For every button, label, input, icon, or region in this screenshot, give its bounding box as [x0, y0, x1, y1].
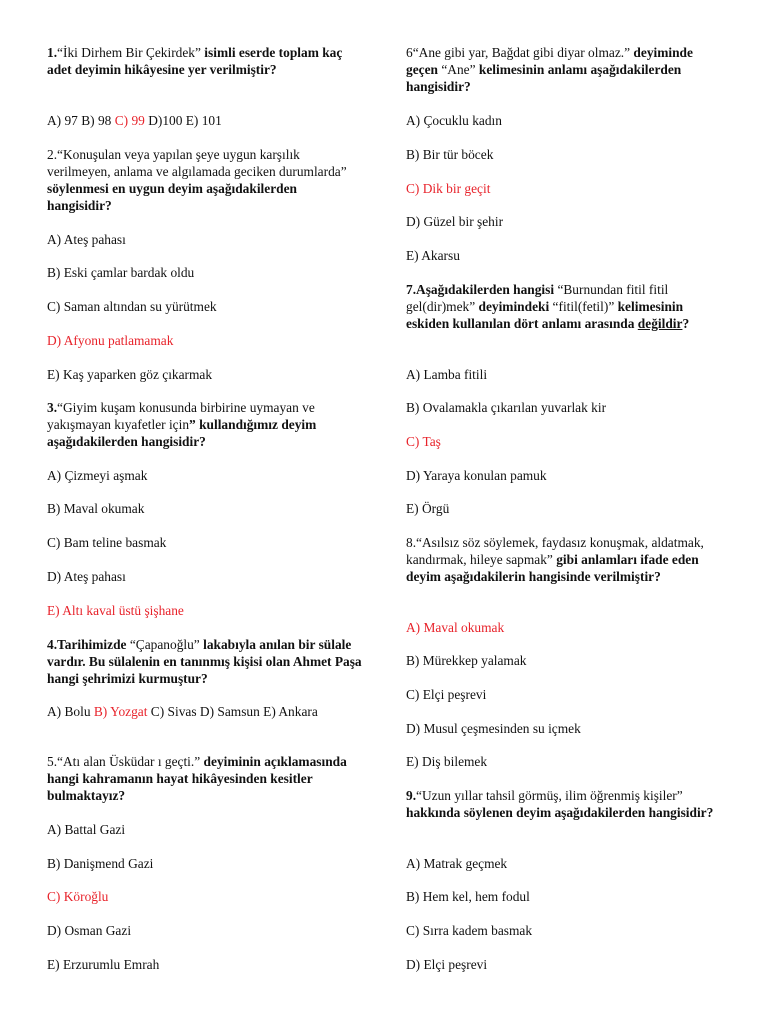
option-a: A) Çocuklu kadın [406, 113, 502, 128]
question-stem: kelimesinin anlamı aşağıdakilerden hangisidir? [406, 62, 682, 94]
question-4-options [47, 703, 365, 720]
option-b: B) Hem kel, hem fodul [406, 889, 530, 904]
option-e: E) Akarsu [406, 248, 460, 263]
question-stem: kelimesinin eskiden kullanılan dört anlamı arasında [406, 299, 684, 331]
option-e: E) Örgü [406, 501, 450, 516]
question-1 [47, 44, 365, 78]
option-a: A) Çizmeyi aşmak [47, 468, 148, 483]
correct-answer: A) Maval okumak [406, 620, 505, 635]
option-text: C) Sivas D) Samsun E) Ankara [147, 704, 318, 719]
question-7 [406, 281, 724, 332]
option-e: E) Erzurumlu Emrah [47, 957, 160, 972]
question-4 [47, 636, 365, 687]
negation-word: değildir [637, 316, 683, 331]
correct-answer: E) Altı kaval üstü şişhane [47, 603, 184, 618]
question-5 [47, 753, 365, 804]
question-quote: “Uzun yıllar tahsil görmüş, ilim öğrenmiş kişiler” [416, 788, 683, 803]
question-3 [47, 399, 365, 450]
question-number: 1. [47, 45, 58, 60]
question-quote: “Konuşulan veya yapılan şeye uygun karşılık verilmeyen, anlama ve algılamada geciken durumlarda” [47, 147, 347, 179]
question-stem: deyiminde geçen [406, 45, 693, 77]
question-quote: “Burnundan fitil fitil gel(dir)mek” [406, 282, 669, 314]
question-number: 7. [406, 282, 417, 297]
option-d: D) Elçi peşrevi [406, 957, 488, 972]
correct-answer: C) Taş [406, 434, 441, 449]
option-b: B) Danişmend Gazi [47, 856, 154, 871]
question-number: 6 [406, 45, 413, 60]
option-e: E) Diş bilemek [406, 754, 488, 769]
option-text: A) 97 B) 98 [47, 113, 115, 128]
question-stem: isimli eserde toplam kaç adet deyimin hikâyesine yer verilmiştir? [47, 45, 343, 77]
option-a: A) Ateş pahası [47, 232, 126, 247]
question-number: 8. [406, 535, 417, 550]
option-c: C) Saman altından su yürütmek [47, 299, 217, 314]
option-b: B) Maval okumak [47, 501, 145, 516]
correct-answer: C) Dik bir geçit [406, 181, 491, 196]
option-b: B) Eski çamlar bardak oldu [47, 265, 195, 280]
question-number: 2. [47, 147, 58, 162]
correct-answer: C) Köroğlu [47, 889, 109, 904]
option-text: D)100 E) 101 [144, 113, 222, 128]
option-a: A) Matrak geçmek [406, 856, 508, 871]
question-quote: “Çapanoğlu” [129, 637, 200, 652]
question-stem: hakkında söylenen deyim aşağıdakilerden hangisidir? [406, 805, 714, 820]
option-a: A) Battal Gazi [47, 822, 126, 837]
option-c: C) Elçi peşrevi [406, 687, 487, 702]
question-stem: Aşağıdakilerden hangisi [416, 282, 558, 297]
option-b: B) Mürekkep yalamak [406, 653, 527, 668]
question-quote: “Asılsız söz söylemek, faydasız konuşmak, aldatmak, kandırmak, hileye sapmak” [406, 535, 704, 567]
question-quote: “Giyim kuşam konusunda birbirine uymayan ve yakışmayan kıyafetler için [47, 400, 315, 432]
option-e: E) Kaş yaparken göz çıkarmak [47, 367, 213, 382]
question-stem: gibi anlamları ifade eden deyim aşağıdakilerin hangisinde verilmiştir? [406, 552, 699, 584]
correct-answer: C) 99 [114, 113, 145, 128]
option-d: D) Güzel bir şehir [406, 214, 504, 229]
question-quote: “fitil(fetil)” [552, 299, 615, 314]
question-6 [406, 44, 724, 95]
question-stem: Tarihimizde [57, 637, 130, 652]
question-9 [406, 787, 724, 821]
option-c: C) Bam teline basmak [47, 535, 167, 550]
correct-answer: D) Afyonu patlamamak [47, 333, 174, 348]
option-d: D) Ateş pahası [47, 569, 126, 584]
question-quote: “İki Dirhem Bir Çekirdek” [57, 45, 201, 60]
question-1-options [47, 112, 365, 129]
question-quote: “Ane” [441, 62, 476, 77]
question-number: 9. [406, 788, 417, 803]
option-d: D) Osman Gazi [47, 923, 132, 938]
question-8 [406, 534, 724, 585]
option-b: B) Bir tür böcek [406, 147, 494, 162]
question-stem: ” kullandığımız deyim aşağıdakilerden hangisidir? [47, 417, 317, 449]
option-a: A) Lamba fitili [406, 367, 488, 382]
question-quote: “Atı alan Üsküdar ı geçti.” [57, 754, 201, 769]
question-stem: söylenmesi en uygun deyim aşağıdakilerden hangisidir? [47, 181, 297, 213]
question-number: 4. [47, 637, 58, 652]
option-b: B) Ovalamakla çıkarılan yuvarlak kir [406, 400, 607, 415]
question-number: 5. [47, 754, 58, 769]
question-stem: deyiminin açıklamasında hangi kahramanın hayat hikâyesinden kesitler bulmaktayız? [47, 754, 347, 803]
option-text: A) Bolu [47, 704, 94, 719]
question-stem: ? [682, 316, 690, 331]
option-c: C) Sırra kadem basmak [406, 923, 533, 938]
question-stem: deyimindeki [475, 299, 553, 314]
option-d: D) Musul çeşmesinden su içmek [406, 721, 581, 736]
correct-answer: B) Yozgat [93, 704, 148, 719]
question-quote: “Ane gibi yar, Bağdat gibi diyar olmaz.” [412, 45, 631, 60]
question-stem: lakabıyla anılan bir sülale vardır. Bu sülalenin en tanınmış kişisi olan Ahmet Paşa hangi şehrimizi kurmuştur? [47, 637, 362, 686]
question-2 [47, 146, 365, 214]
option-d: D) Yaraya konulan pamuk [406, 468, 547, 483]
question-number: 3. [47, 400, 58, 415]
